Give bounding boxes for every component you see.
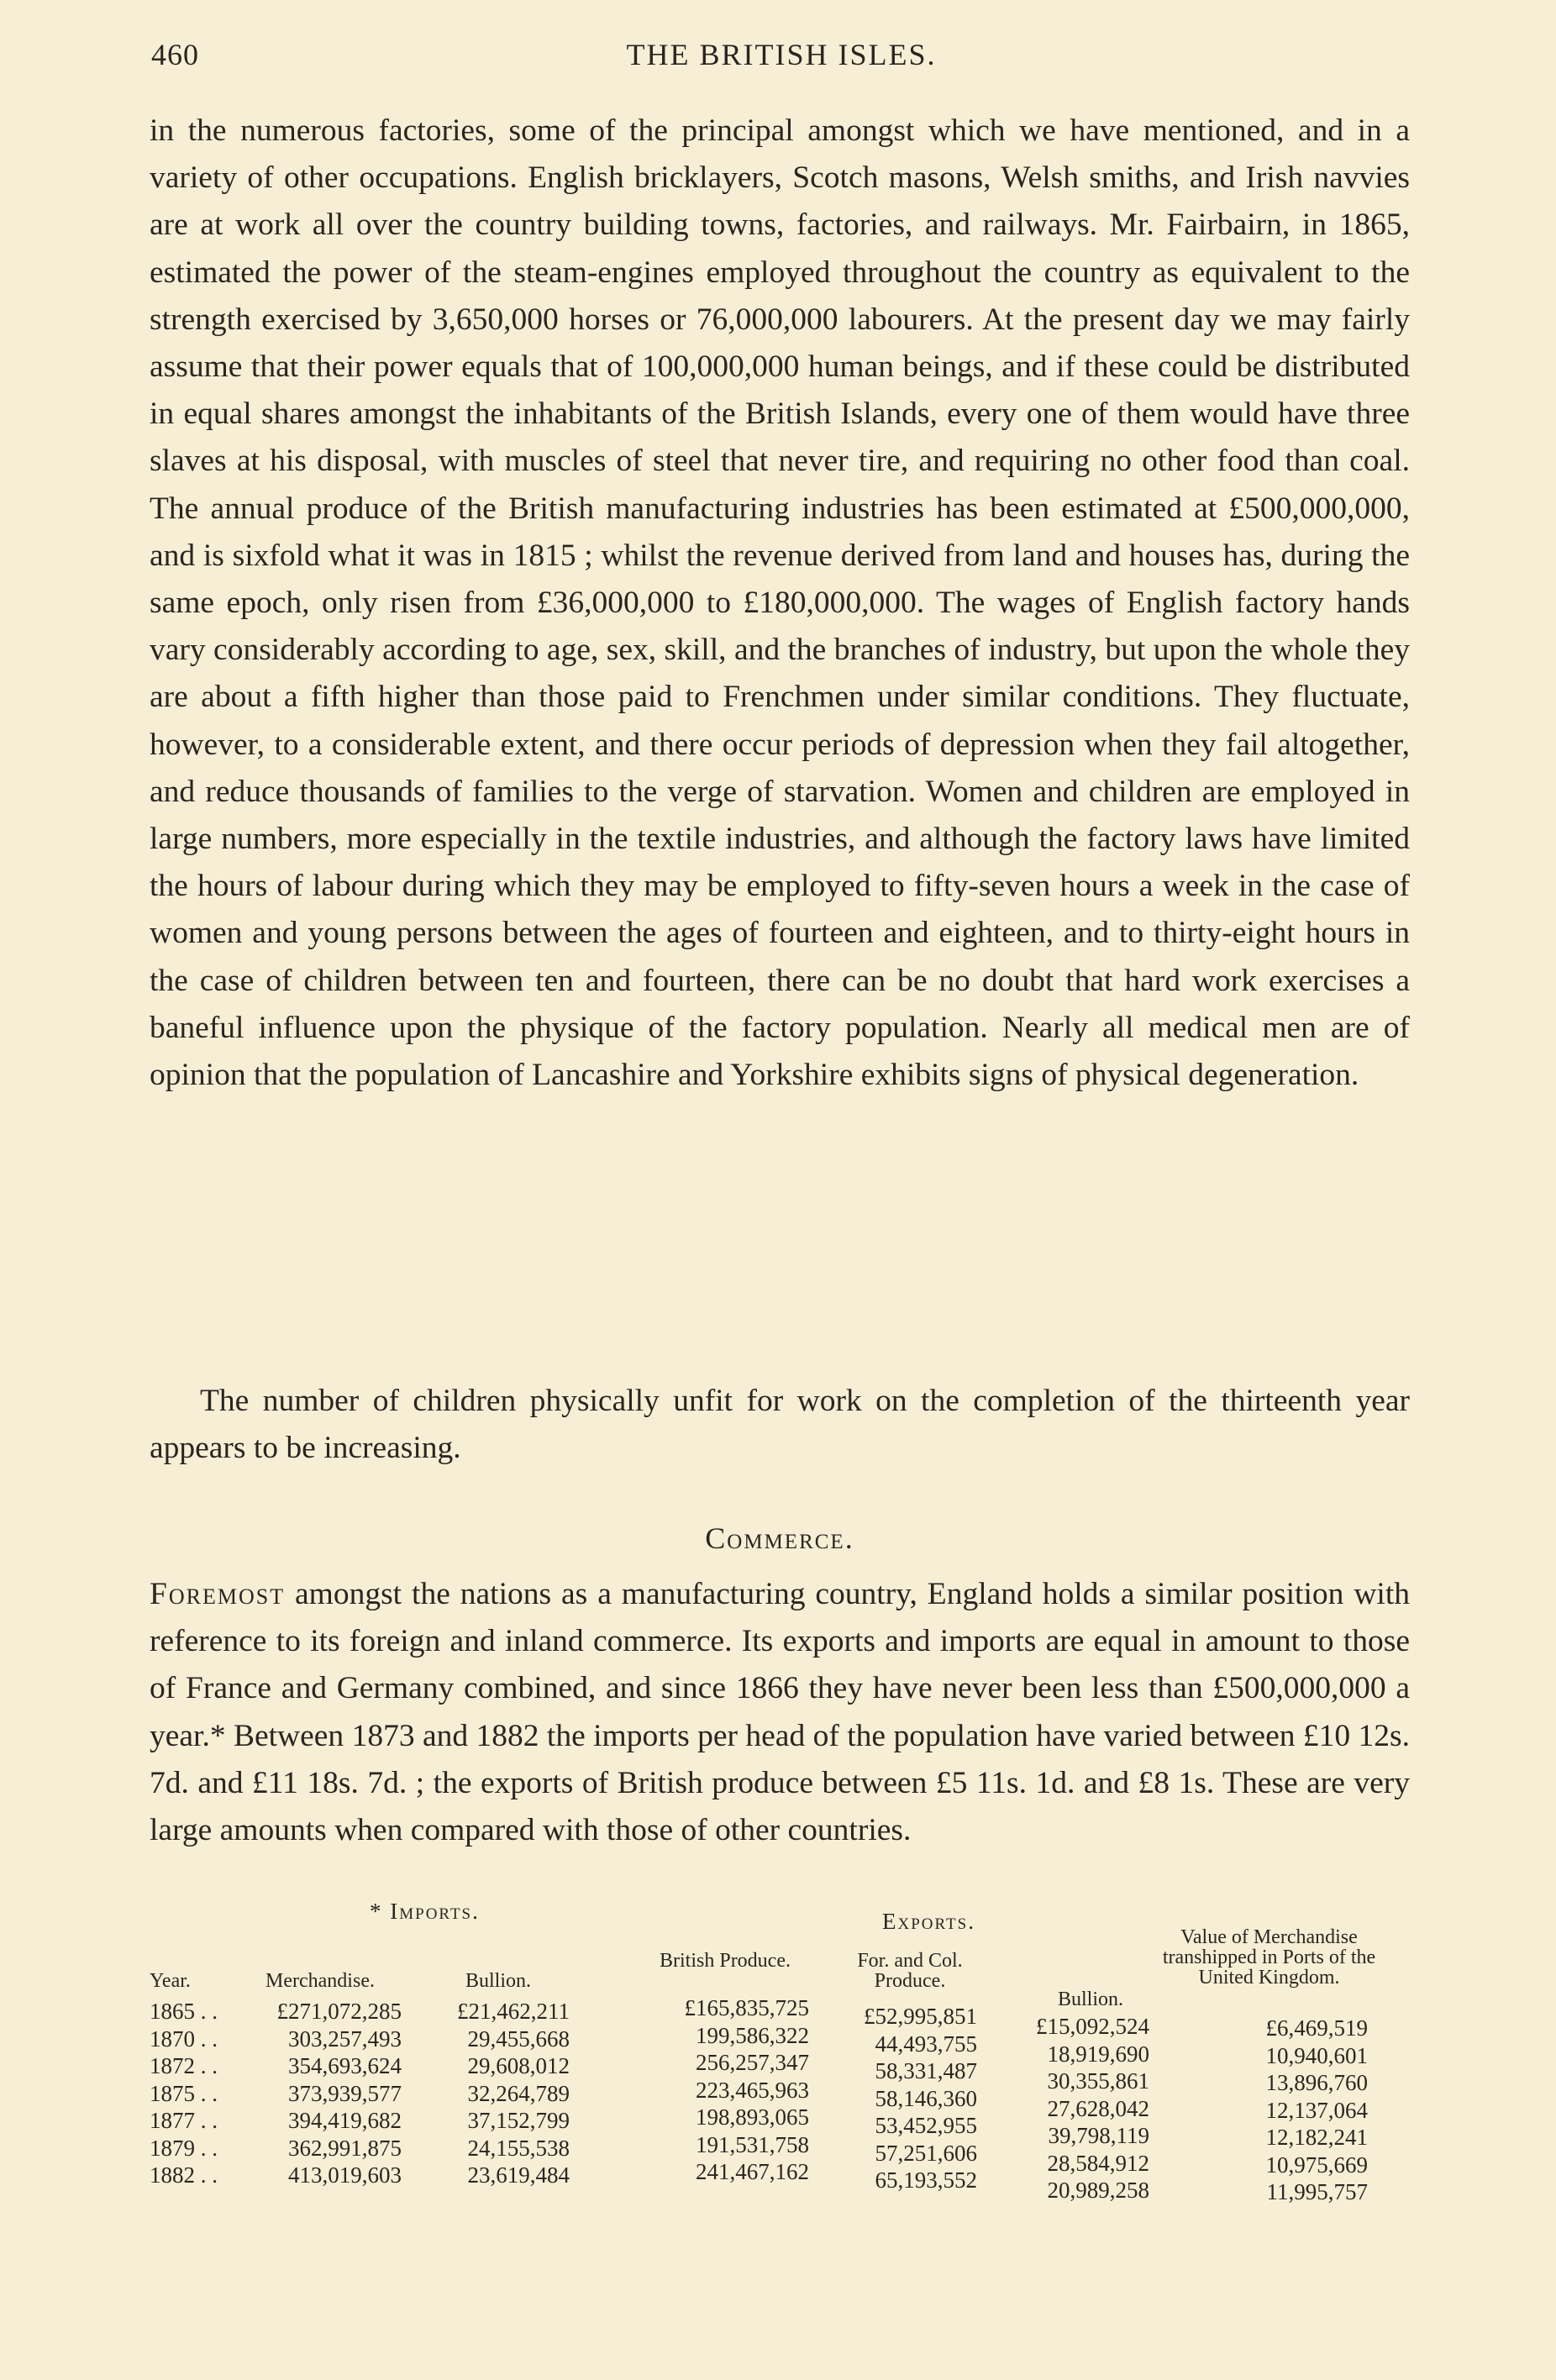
british-produce-cell: 241,467,162 — [696, 2159, 809, 2184]
merchandise-cell: 303,257,493 — [288, 2025, 402, 2052]
british-produce-cell: 191,531,758 — [696, 2131, 809, 2157]
imports-heading: * Imports. — [370, 1899, 480, 1924]
bullion-import-cell: 29,455,668 — [467, 2025, 570, 2052]
column-year — [150, 1998, 234, 2189]
column-header-transhipped: Value of Merchandise transhipped in Ports of the United Kingdom. — [1162, 1926, 1376, 1989]
running-title: THE BRITISH ISLES. — [626, 38, 937, 71]
transhipped-cell: 10,940,601 — [1265, 2042, 1368, 2068]
page-number: 460 — [151, 38, 199, 71]
bullion-import-cell: 24,155,538 — [467, 2135, 570, 2161]
foreign-colonial-cell: 65,193,552 — [875, 2167, 977, 2193]
bullion-import-cell: 32,264,789 — [467, 2080, 570, 2106]
transhipped-cell: 11,995,757 — [1266, 2179, 1368, 2204]
year-cell: 1865 . . — [150, 1999, 218, 2024]
foreign-colonial-cell: 58,146,360 — [875, 2085, 977, 2111]
bullion-export-cell: £15,092,524 — [1036, 2014, 1149, 2039]
column-merchandise — [234, 1998, 402, 2189]
bullion-export-cell: 18,919,690 — [1047, 2041, 1149, 2067]
transhipped-cell: 12,182,241 — [1265, 2125, 1368, 2150]
bullion-export-cell: 20,989,258 — [1047, 2178, 1149, 2203]
bullion-export-cell: 30,355,861 — [1047, 2068, 1149, 2094]
column-header-bullion-imports: Bullion. — [465, 1970, 531, 1992]
bullion-export-cell: 28,584,912 — [1047, 2150, 1149, 2176]
year-cell: 1879 . . — [150, 2135, 218, 2161]
transhipped-cell: 12,137,064 — [1265, 2097, 1368, 2123]
paragraph-lead-word: Foremost — [150, 1577, 286, 1611]
british-produce-cell: 199,586,322 — [696, 2022, 809, 2048]
bullion-import-cell: £21,462,211 — [457, 1999, 570, 2024]
bullion-import-cell: 29,608,012 — [467, 2053, 570, 2078]
paragraph-commerce — [150, 1571, 1410, 1854]
year-cell: 1870 . . — [150, 2025, 218, 2052]
merchandise-cell: 394,419,682 — [288, 2108, 402, 2133]
year-cell: 1875 . . — [150, 2080, 218, 2106]
running-header — [151, 37, 1411, 87]
paragraph-commerce-text: amongst the nations as a manufacturing country, England holds a similar position with reference to its foreign and inland commerce. Its exports and imports are equal in amount to those of France and Germany combined, and since 1866 they have never been less than £500,000,000 a year.* Between 1873 and 1882 the imports per head of the population have varied between £10 12s. 7d. and £11 18s. 7d. ; the exports of British produce between £5 11s. 1d. and £8 1s. These are very large amounts when compared with those of other countries. — [150, 1577, 1410, 1848]
foreign-colonial-cell: 58,331,487 — [875, 2058, 977, 2083]
foreign-colonial-cell: 44,493,755 — [875, 2031, 977, 2057]
trade-footnote-table — [150, 1899, 1410, 2218]
column-header-bullion-exports: Bullion. — [1057, 1989, 1123, 2010]
merchandise-cell: £271,072,285 — [276, 1999, 402, 2024]
exports-heading: Exports. — [882, 1909, 975, 1934]
british-produce-cell: 223,465,963 — [696, 2077, 809, 2103]
year-cell: 1877 . . — [150, 2108, 218, 2133]
foreign-colonial-cell: 57,251,606 — [875, 2140, 977, 2166]
bullion-import-cell: 23,619,484 — [467, 2162, 570, 2188]
column-foreign-colonial — [822, 2003, 977, 2194]
year-cell: 1882 . . — [150, 2162, 218, 2188]
transhipped-cell: £6,469,519 — [1265, 2015, 1368, 2041]
bullion-import-cell: 37,152,799 — [467, 2108, 570, 2133]
merchandise-cell: 362,991,875 — [288, 2135, 402, 2161]
merchandise-cell: 373,939,577 — [288, 2080, 402, 2106]
column-header-merchandise: Merchandise. — [265, 1970, 375, 1992]
column-bullion-exports — [994, 2013, 1149, 2204]
british-produce-cell: £165,835,725 — [684, 1995, 809, 2020]
transhipped-cell: 13,896,760 — [1265, 2070, 1368, 2095]
british-produce-cell: 256,257,347 — [696, 2050, 809, 2075]
paragraph-factories: in the numerous factories, some of the principal amongst which we have mentioned, and in a variety of other occupations. English bricklayers, Scotch masons, Welsh smiths, and Irish navvies are at work all over the country building towns, factories, and railways. Mr. Fairbairn, in 1865, estimated the power of the steam-engines employed throughout the country as equivalent to the strength exercised by 3,650,000 horses or 76,000,000 labourers. At the present day we may fairly assume that their power equals that of 100,000,000 human beings, and if these could be distributed in equal shares amongst the inhabitants of the British Islands, every one of them would have three slaves at his disposal, with muscles of steel that never tire, and requiring no other food than coal. The annual produce of the British manufacturing industries has been estimated at £500,000,000, and is sixfold what it was in 1815 ; whilst the revenue derived from land and houses has, during the same epoch, only risen from £36,000,000 to £180,000,000. The wages of English factory hands vary considerably according to age, sex, skill, and the branches of industry, but upon the whole they are about a fifth higher than those paid to Frenchmen under similar conditions. They fluctuate, however, to a considerable extent, and there occur periods of depression when they fail altogether, and reduce thousands of families to the verge of starvation. Women and children are employed in large numbers, more especially in the textile industries, and although the factory laws have limited the hours of labour during which they may be employed to fifty-seven hours a week in the case of women and young persons between the ages of fourteen and eighteen, and to thirty-eight hours in the case of children between ten and fourteen, there can be no doubt that hard work exercises a baneful influence upon the physique of the factory population. Nearly all medical men are of opinion that the population of Lancashire and Yorkshire exhibits signs of physical degeneration. — [150, 113, 1410, 1093]
column-transhipped — [1212, 2015, 1368, 2206]
column-header-year: Year. — [150, 1970, 191, 1992]
merchandise-cell: 413,019,603 — [288, 2162, 402, 2188]
foreign-colonial-cell: £52,995,851 — [864, 2004, 977, 2029]
column-british-produce — [641, 1994, 809, 2186]
transhipped-cell: 10,975,669 — [1265, 2151, 1368, 2178]
column-bullion-imports — [418, 1998, 570, 2189]
column-header-foreign-colonial: For. and Col. Produce. — [857, 1950, 963, 1992]
paragraph-children: The number of children physically unfit for work on the completion of the thirteenth year appears to be increasing. — [150, 1384, 1410, 1466]
year-cell: 1872 . . — [150, 2053, 218, 2078]
bullion-export-cell: 39,798,119 — [1048, 2123, 1149, 2148]
column-header-british-produce: British Produce. — [660, 1950, 791, 1972]
british-produce-cell: 198,893,065 — [696, 2104, 809, 2130]
bullion-export-cell: 27,628,042 — [1047, 2095, 1149, 2121]
foreign-colonial-cell: 53,452,955 — [875, 2113, 977, 2138]
section-heading-commerce: Commerce. — [705, 1521, 854, 1555]
merchandise-cell: 354,693,624 — [288, 2053, 402, 2078]
